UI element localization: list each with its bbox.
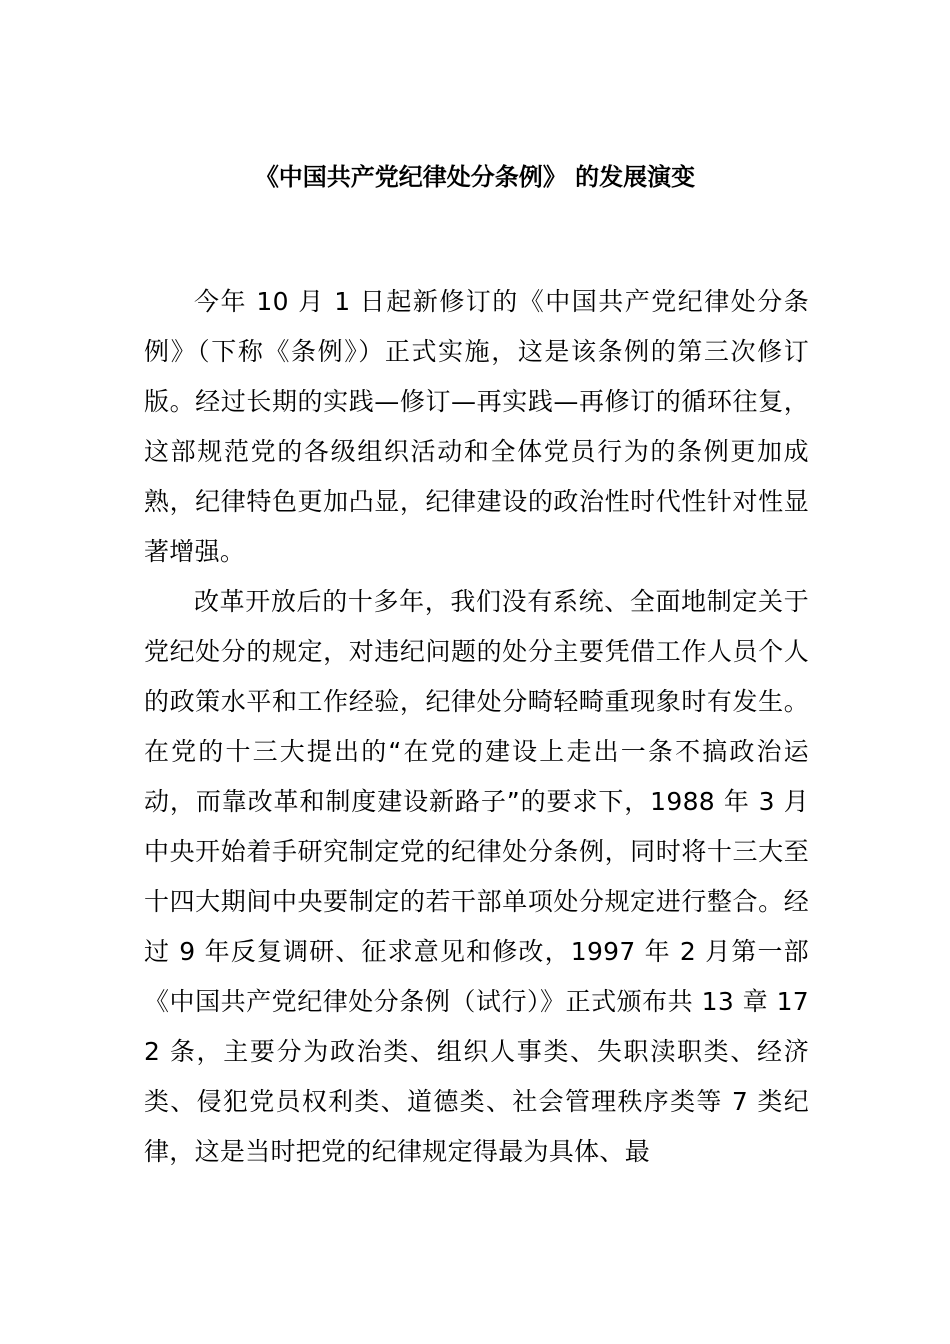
paragraph-1: 今年 10 月 1 日起新修订的《中国共产党纪律处分条例》（下称《条例》）正式实施，这是该条例的第三次修订版。经过长期的实践—修订—再实践—再修订的循环往复，这部规范党的各级组织活动和全体党员行为的条例更加成熟，纪律特色更加凸显，纪律建设的政治性时代性针对性显著增强。 (144, 287, 809, 566)
document-body (144, 277, 809, 1177)
paragraph-2: 改革开放后的十多年，我们没有系统、全面地制定关于党纪处分的规定，对违纪问题的处分主要凭借工作人员个人的政策水平和工作经验，纪律处分畸轻畸重现象时有发生。在党的十三大提出的“在党的建设上走出一条不搞政治运动，而靠改革和制度建设新路子”的要求下，1988 年 3 月中央开始着手研究制定党的纪律处分条例，同时将十三大至十四大期间中央要制定的若干部单项处分规定进行整合。经过 9 年反复调研、征求意见和修改，1997 年 2 月第一部《中国共产党纪律处分条例（试行）》正式颁布共 13 章 172 条，主要分为政治类、组织人事类、失职渎职类、经济类、侵犯党员权利类、道德类、社会管理秩序类等 7 类纪律，这是当时把党的纪律规定得最为具体、最 (144, 587, 809, 1166)
document-title: 《中国共产党纪律处分条例》 的发展演变 (254, 163, 696, 191)
